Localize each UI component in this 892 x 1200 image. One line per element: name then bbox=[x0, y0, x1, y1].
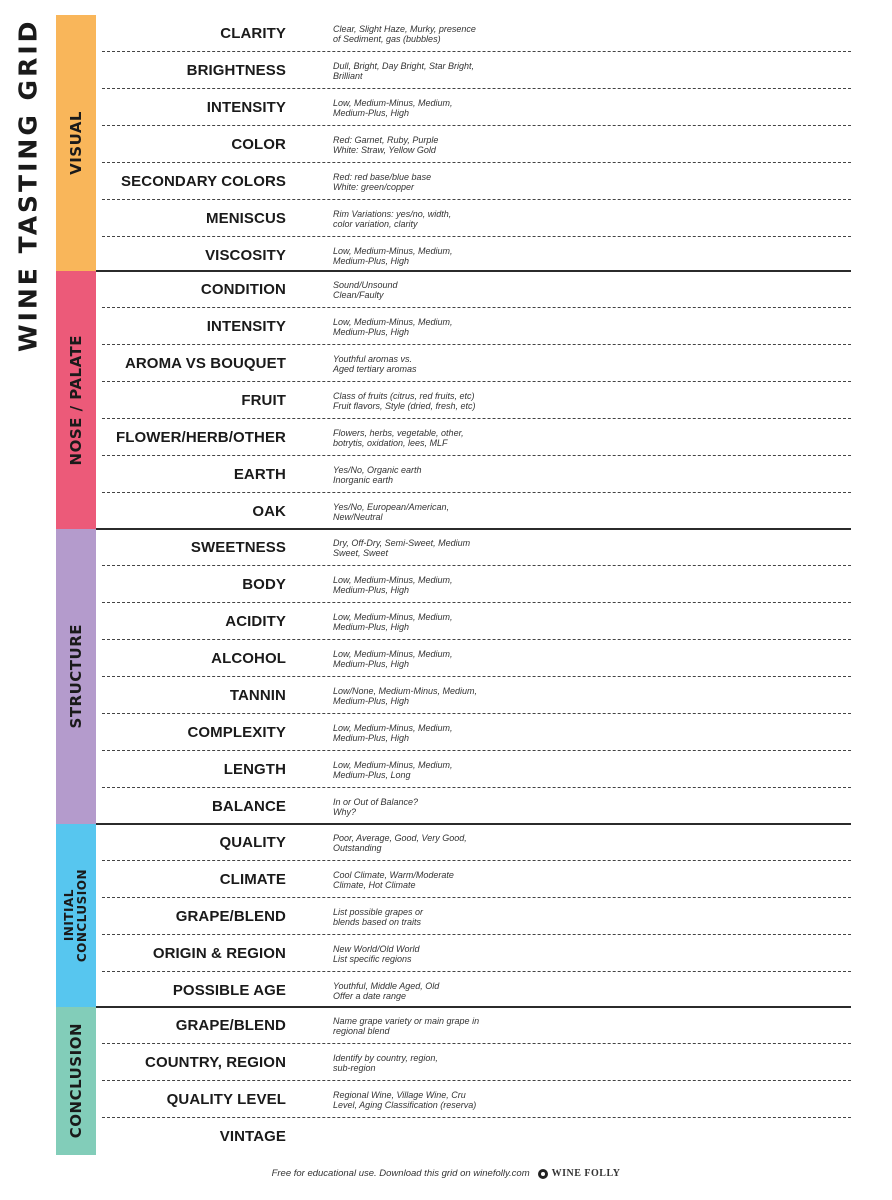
row-description: Dry, Off-Dry, Semi-Sweet, Medium Sweet, Sweet bbox=[333, 537, 471, 558]
grid-row[interactable] bbox=[96, 603, 851, 640]
row-label: ORIGIN & REGION bbox=[152, 945, 286, 962]
row-label: SECONDARY COLORS bbox=[121, 173, 286, 190]
grid-row[interactable] bbox=[96, 308, 851, 345]
section-band bbox=[56, 529, 96, 824]
section-initial-conclusion bbox=[56, 824, 851, 1007]
grid-row[interactable] bbox=[96, 640, 851, 677]
footer-text: Free for educational use. Download this grid on winefolly.com bbox=[271, 1168, 530, 1179]
row-description: Low, Medium-Minus, Medium, Medium-Plus, High bbox=[333, 611, 453, 632]
grid-row[interactable] bbox=[96, 52, 851, 89]
row-label: TANNIN bbox=[229, 687, 286, 704]
row-label: INTENSITY bbox=[206, 99, 286, 116]
row-label: INTENSITY bbox=[206, 318, 286, 335]
row-label: CLIMATE bbox=[219, 871, 286, 888]
grid-row[interactable] bbox=[96, 200, 851, 237]
row-description: Low, Medium-Minus, Medium, Medium-Plus, High bbox=[333, 97, 453, 118]
row-description: Yes/No, Organic earth Inorganic earth bbox=[333, 464, 422, 485]
section-label: CONCLUSION bbox=[66, 1023, 85, 1139]
row-description: Low, Medium-Minus, Medium, Medium-Plus, High bbox=[333, 245, 453, 266]
grid-row[interactable] bbox=[96, 824, 851, 861]
grid-row[interactable] bbox=[96, 566, 851, 603]
grid-row[interactable] bbox=[96, 1118, 851, 1155]
grid-row[interactable] bbox=[96, 456, 851, 493]
row-description: Name grape variety or main grape in regional blend bbox=[333, 1015, 480, 1036]
row-label: BODY bbox=[242, 576, 286, 593]
row-description: Youthful aromas vs. Aged tertiary aromas bbox=[333, 353, 417, 374]
grid-row[interactable] bbox=[96, 972, 851, 1009]
section-label: VISUAL bbox=[66, 111, 85, 175]
row-description: Red: red base/blue base White: green/copper bbox=[333, 171, 432, 192]
row-description: List possible grapes or blends based on traits bbox=[333, 906, 424, 927]
grid-row[interactable] bbox=[96, 677, 851, 714]
page-title: WINE TASTING GRID bbox=[13, 18, 43, 352]
section-band bbox=[56, 824, 96, 1007]
row-description: Rim Variations: yes/no, width, color variation, clarity bbox=[333, 208, 452, 229]
row-label: VINTAGE bbox=[219, 1128, 286, 1145]
grid-row[interactable] bbox=[96, 714, 851, 751]
grid-row[interactable] bbox=[96, 898, 851, 935]
row-label: LENGTH bbox=[223, 761, 286, 778]
footer bbox=[0, 1168, 892, 1179]
row-description: Low, Medium-Minus, Medium, Medium-Plus, Long bbox=[333, 759, 453, 780]
row-label: QUALITY LEVEL bbox=[166, 1091, 286, 1108]
row-label: CONDITION bbox=[200, 281, 286, 298]
row-description: New World/Old World List specific regions bbox=[333, 943, 420, 964]
row-label: BALANCE bbox=[211, 798, 286, 815]
section-band bbox=[56, 15, 96, 271]
row-description: Sound/Unsound Clean/Faulty bbox=[333, 279, 398, 300]
row-description bbox=[333, 1118, 653, 1155]
row-description: Poor, Average, Good, Very Good, Outstanding bbox=[333, 832, 467, 853]
row-description: Low, Medium-Minus, Medium, Medium-Plus, High bbox=[333, 722, 453, 743]
row-label: FRUIT bbox=[241, 392, 286, 409]
row-label: COUNTRY, REGION bbox=[145, 1054, 286, 1071]
row-label: CLARITY bbox=[220, 25, 286, 42]
section-label: INITIAL CONCLUSION bbox=[62, 868, 89, 963]
row-description: Clear, Slight Haze, Murky, presence of Sediment, gas (bubbles) bbox=[333, 23, 476, 44]
row-description: Red: Garnet, Ruby, Purple White: Straw, Yellow Gold bbox=[333, 134, 439, 155]
row-label: ALCOHOL bbox=[211, 650, 286, 667]
grid-row[interactable] bbox=[96, 935, 851, 972]
row-description: Class of fruits (citrus, red fruits, etc) Fruit flavors, Style (dried, fresh, etc) bbox=[333, 390, 476, 411]
grid-row[interactable] bbox=[96, 419, 851, 456]
row-label: COLOR bbox=[231, 136, 286, 153]
section-label: NOSE / PALATE bbox=[66, 334, 85, 466]
row-description: Low, Medium-Minus, Medium, Medium-Plus, High bbox=[333, 574, 453, 595]
row-label: EARTH bbox=[233, 466, 286, 483]
row-label: MENISCUS bbox=[206, 210, 286, 227]
row-label: POSSIBLE AGE bbox=[172, 982, 286, 999]
row-label: VISCOSITY bbox=[205, 247, 286, 264]
row-label: SWEETNESS bbox=[190, 539, 286, 556]
row-label: FLOWER/HERB/OTHER bbox=[115, 429, 286, 446]
row-description: Cool Climate, Warm/Moderate Climate, Hot Climate bbox=[333, 869, 454, 890]
row-description: Dull, Bright, Day Bright, Star Bright, Brilliant bbox=[333, 60, 475, 81]
section-band bbox=[56, 271, 96, 529]
row-label: GRAPE/BLEND bbox=[175, 1017, 286, 1034]
row-description: Low, Medium-Minus, Medium, Medium-Plus, High bbox=[333, 648, 453, 669]
row-label: GRAPE/BLEND bbox=[175, 908, 286, 925]
grid-row[interactable] bbox=[96, 529, 851, 566]
grid-row[interactable] bbox=[96, 1007, 851, 1044]
grid-row[interactable] bbox=[96, 271, 851, 308]
section-nose-palate bbox=[56, 271, 851, 529]
section-structure bbox=[56, 529, 851, 824]
grid-row[interactable] bbox=[96, 788, 851, 825]
section-conclusion bbox=[56, 1007, 851, 1155]
row-description: Regional Wine, Village Wine, Cru Level, Aging Classification (reserva) bbox=[333, 1089, 477, 1110]
wine-folly-logo-icon bbox=[538, 1169, 548, 1179]
row-label: BRIGHTNESS bbox=[186, 62, 286, 79]
grid-row[interactable] bbox=[96, 345, 851, 382]
grid-row[interactable] bbox=[96, 89, 851, 126]
grid-row[interactable] bbox=[96, 126, 851, 163]
grid-row[interactable] bbox=[96, 237, 851, 274]
row-label: ACIDITY bbox=[225, 613, 286, 630]
row-label: COMPLEXITY bbox=[187, 724, 286, 741]
row-description: Low, Medium-Minus, Medium, Medium-Plus, High bbox=[333, 316, 453, 337]
grid-row[interactable] bbox=[96, 861, 851, 898]
grid-row[interactable] bbox=[96, 1081, 851, 1118]
row-description: Low/None, Medium-Minus, Medium, Medium-Plus, High bbox=[333, 685, 478, 706]
brand-name: WINE FOLLY bbox=[551, 1168, 621, 1179]
grid-row[interactable] bbox=[96, 751, 851, 788]
row-label: OAK bbox=[252, 503, 286, 520]
section-band bbox=[56, 1007, 96, 1155]
row-label: AROMA VS BOUQUET bbox=[124, 355, 286, 372]
grid-row[interactable] bbox=[96, 163, 851, 200]
section-visual bbox=[56, 15, 851, 271]
row-description: Flowers, herbs, vegetable, other, botrytis, oxidation, lees, MLF bbox=[333, 427, 464, 448]
row-description: Identify by country, region, sub-region bbox=[333, 1052, 438, 1073]
row-description: In or Out of Balance? Why? bbox=[333, 796, 419, 817]
row-description: Youthful, Middle Aged, Old Offer a date range bbox=[333, 980, 440, 1001]
grid-row[interactable] bbox=[96, 382, 851, 419]
grid-row[interactable] bbox=[96, 493, 851, 530]
grid-row[interactable] bbox=[96, 1044, 851, 1081]
row-description: Yes/No, European/American, New/Neutral bbox=[333, 501, 450, 522]
section-label: STRUCTURE bbox=[66, 624, 85, 729]
grid-row[interactable] bbox=[96, 15, 851, 52]
brand[interactable] bbox=[538, 1168, 621, 1179]
row-label: QUALITY bbox=[219, 834, 286, 851]
